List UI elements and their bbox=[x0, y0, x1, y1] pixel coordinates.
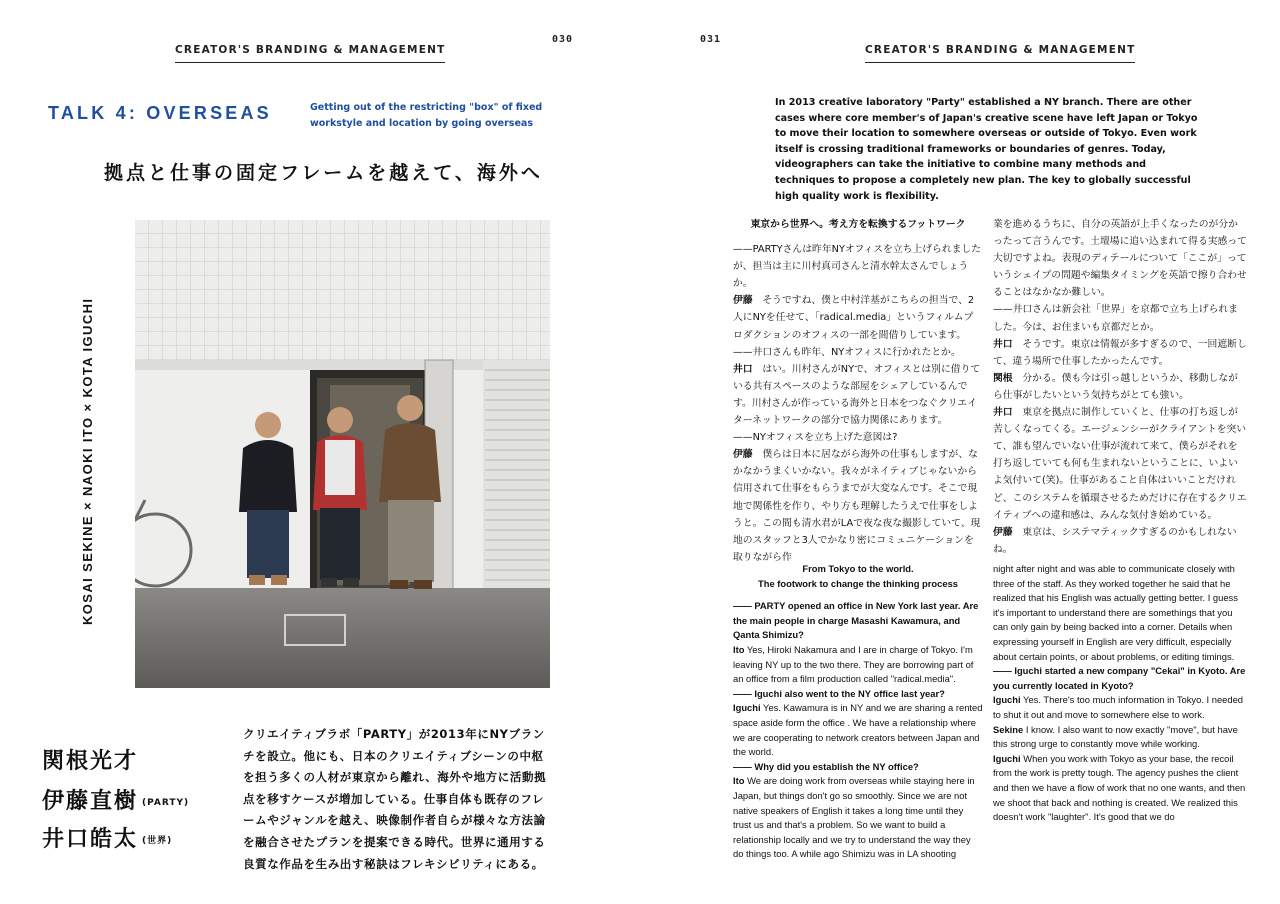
vertical-names bbox=[60, 297, 95, 625]
jp-paragraph bbox=[733, 292, 983, 343]
speaker: 関根 bbox=[993, 372, 1013, 384]
jp-text: 分かる。僕も今は引っ越しというか、移動しながら仕事がしたいという気持ちがとても強い。 bbox=[993, 372, 1238, 401]
person-name-3 bbox=[42, 822, 172, 853]
speaker: 伊藤 bbox=[733, 295, 753, 307]
en-section-heading-1: From Tokyo to the world. bbox=[802, 563, 914, 574]
jp-text: 東京を拠点に制作していくと、仕事の打ち返しが苦しくなってくる。エージェンシーがクライアントを突いて、誰も望んでいない仕事が流れて来て、僕らがそれを打ち返していても何も生まれないということに、いよいよ気付いて(笑)。仕事があること自体はいいことだけれど、このシステムを循環させるためだけに存在するクリエイティブへの違和感は、みんな気付き始めている。 bbox=[993, 407, 1247, 521]
en-paragraph bbox=[733, 774, 983, 862]
person-name-2 bbox=[42, 784, 189, 815]
speaker: Iguchi bbox=[993, 752, 1021, 764]
speaker: 井口 bbox=[993, 338, 1013, 350]
group-photo bbox=[135, 220, 550, 688]
photo-illustration bbox=[135, 220, 550, 688]
jp-text: 業を進めるうちに、自分の英語が上手くなったのが分かったって言うんです。土壇場に追い込まれて得る実感って大切ですよね。表現のディテールについて「ここが」っていうシェイプの問題や編集タイミングを英語で擦り合わせることはなかなか難しい。 bbox=[993, 219, 1247, 299]
person-org: (世界) bbox=[142, 836, 173, 846]
en-column-2 bbox=[993, 562, 1247, 825]
en-section-heading-2: The footwork to change the thinking process bbox=[757, 577, 958, 589]
en-question: —— Iguchi also went to the NY office last year? bbox=[733, 687, 945, 699]
speaker: 井口 bbox=[993, 407, 1013, 419]
lead-text-en: In 2013 creative laboratory "Party" established a NY branch. There are other cases where core member's of Japan's creative scene have left Japan or Tokyo to move their location to somewhere overseas or outside of Tokyo. Even work itself is crossing traditional frameworks or boundaries of genres. Today, videographers can take the initiative to combine many methods and techniques to propose a completely new plan. The key to globally successful high quality work is flexibility. bbox=[775, 97, 1198, 202]
speaker: Ito bbox=[733, 643, 745, 655]
person-org: (PARTY) bbox=[142, 798, 190, 808]
en-text: Yes. Kawamura is in NY and we are sharing a rented space aside form the office . We have a relationship where we are cooperating to network creators between Japan and the world. bbox=[733, 702, 983, 758]
en-question: —— PARTY opened an office in New York last year. Are the main people in charge Masashi Kawamura, and Qanta Shimizu? bbox=[733, 600, 979, 641]
speaker: 伊藤 bbox=[993, 526, 1013, 538]
jp-paragraph bbox=[993, 404, 1247, 524]
en-text: I know. I also want to now exactly "move", but have this strong urge to constantly move while working. bbox=[993, 723, 1238, 750]
talk-subtitle: Getting out of the restricting "box" of fixed workstyle and location by going overseas bbox=[310, 102, 543, 129]
jp-section-heading: 東京から世界へ。考え方を転換するフットワーク bbox=[750, 219, 966, 230]
jp-text: ——井口さんも昨年、NYオフィスに行かれたとか。 bbox=[733, 346, 961, 358]
en-paragraph bbox=[993, 693, 1247, 722]
en-question: —— Why did you establish the NY office? bbox=[733, 760, 919, 772]
jp-text: ——NYオフィスを立ち上げた意図は? bbox=[733, 432, 898, 444]
running-head-right: CREATOR'S BRANDING & MANAGEMENT bbox=[865, 44, 1135, 63]
jp-column-2 bbox=[993, 216, 1247, 558]
en-text: Yes. There's too much information in Tokyo. I needed to shut it out and move to somewhere else to work. bbox=[993, 694, 1244, 720]
speaker: 伊藤 bbox=[733, 449, 753, 461]
en-text: When you work with Tokyo as your base, the recoil from the work is pretty tough. The agency pushes the client and then we have a flow of work that no one wants, and then we shoot that back and nothing is created. We realized this doesn't work "laughter". It's good that we do bbox=[993, 752, 1246, 823]
en-text: We are doing work from overseas while staying here in Japan, but things don't go so smoothly. Since we are not native speakers of English it takes a long time until they trust us and that's a problem. So we want to build a relationship locally and we try to understand the way they do things too. A while ago Shimizu was in LA shooting bbox=[733, 775, 975, 860]
jp-paragraph bbox=[733, 344, 983, 361]
page-number-right: 031 bbox=[700, 34, 722, 45]
jp-title: 拠点と仕事の固定フレームを越えて、海外へ bbox=[104, 162, 543, 184]
jp-paragraph bbox=[993, 524, 1247, 558]
person-name: 伊藤直樹 bbox=[42, 789, 139, 814]
talk-title: TALK 4: OVERSEAS bbox=[48, 103, 272, 123]
jp-paragraph bbox=[733, 361, 983, 429]
jp-text: 東京は、システマティックすぎるのかもしれないね。 bbox=[993, 526, 1237, 555]
speaker: Sekine bbox=[993, 723, 1024, 735]
speaker: Ito bbox=[733, 775, 745, 787]
jp-paragraph bbox=[993, 370, 1247, 404]
en-question: —— Iguchi started a new company "Cekai" in Kyoto. Are you currently located in Kyoto? bbox=[993, 665, 1246, 691]
person-name-1 bbox=[42, 744, 138, 775]
jp-paragraph bbox=[733, 241, 983, 292]
person-name: 関根光才 bbox=[42, 749, 139, 774]
vertical-names-text: KOSAI SEKINE × NAOKI ITO × KOTA IGUCHI bbox=[80, 297, 95, 625]
speaker: Iguchi bbox=[993, 694, 1021, 706]
jp-text: そうです。東京は情報が多すぎるので、一回遮断して、違う場所で仕事したかったんです。 bbox=[993, 338, 1247, 367]
jp-column-1 bbox=[733, 216, 983, 566]
jp-text: はい。川村さんがNYで、オフィスとは別に借りている共有スペースのような部屋をシェアしているんです。川村さんが作っている海外と日本をつなぐクリエイターネットワークの部分で協力関係にあります。 bbox=[733, 363, 981, 427]
jp-paragraph bbox=[733, 429, 983, 446]
right-page bbox=[640, 0, 1280, 904]
jp-text: ——PARTYさんは昨年NYオフィスを立ち上げられましたが、担当は主に川村真司さんと清水幹太さんでしょうか。 bbox=[733, 244, 982, 290]
jp-paragraph bbox=[733, 446, 983, 566]
jp-paragraph bbox=[993, 216, 1247, 301]
speaker: 井口 bbox=[733, 363, 753, 375]
jp-paragraph bbox=[993, 336, 1247, 370]
en-paragraph bbox=[993, 723, 1247, 752]
intro-text-jp: クリエイティブラボ「PARTY」が2013年にNYブランチを設立。他にも、日本のクリエイティブシーンの中枢を担う多くの人材が東京から離れ、海外や地方に活動拠点を移すケースが増加している。仕事自体も既存のフレームやジャンルを越え、映像制作者自らが様々な方法論を融合させたプランを提案できる時代。世界に通用する良質な作品を生み出す秘訣はフレキシビリティにある。 bbox=[243, 727, 547, 871]
jp-paragraph bbox=[993, 301, 1247, 335]
en-paragraph: night after night and was able to communicate closely with three of the staff. As they worked together he said that he realized that his English was actually getting better. I guess it's important to understand there are somethings that you can only gain by being backed into a corner. Details when expressing yourself in English are very difficult, especially about certain points, or about problems, or editing timings. bbox=[993, 563, 1238, 662]
speaker: Iguchi bbox=[733, 702, 761, 714]
en-column-1 bbox=[733, 562, 983, 862]
en-text: Yes, Hiroki Nakamura and I are in charge of Tokyo. I'm leaving NY up to the two there. They are borrowing part of an office from a film production called "radical.media". bbox=[733, 643, 974, 685]
jp-text: 僕らは日本に居ながら海外の仕事もしますが、なかなかうまくいかない。我々がネイティブじゃないから信用されて仕事をもらうまでが大変なんです。そこで現地で関係性を作り、やり方も理解したうえで仕事をしようと。この間も清水君がLAで夜な夜な撮影していて、現地のスタッフと3人でかなり密にコミュニケーションを取りながら作 bbox=[733, 449, 981, 563]
jp-text: そうですね、僕と中村洋基がこちらの担当で、2人にNYを任せて、「radical.media」というフィルムプロダクションのオフィスの一部を間借りしています。 bbox=[733, 295, 975, 341]
person-name: 井口皓太 bbox=[42, 827, 139, 852]
running-head-left: CREATOR'S BRANDING & MANAGEMENT bbox=[175, 44, 445, 63]
en-paragraph bbox=[993, 752, 1247, 825]
en-paragraph bbox=[733, 701, 983, 759]
page-number-left: 030 bbox=[552, 34, 574, 45]
jp-text: ——井口さんは新会社「世界」を京都で立ち上げられました。今は、お住まいも京都だとか。 bbox=[993, 304, 1238, 333]
en-paragraph bbox=[733, 643, 983, 687]
